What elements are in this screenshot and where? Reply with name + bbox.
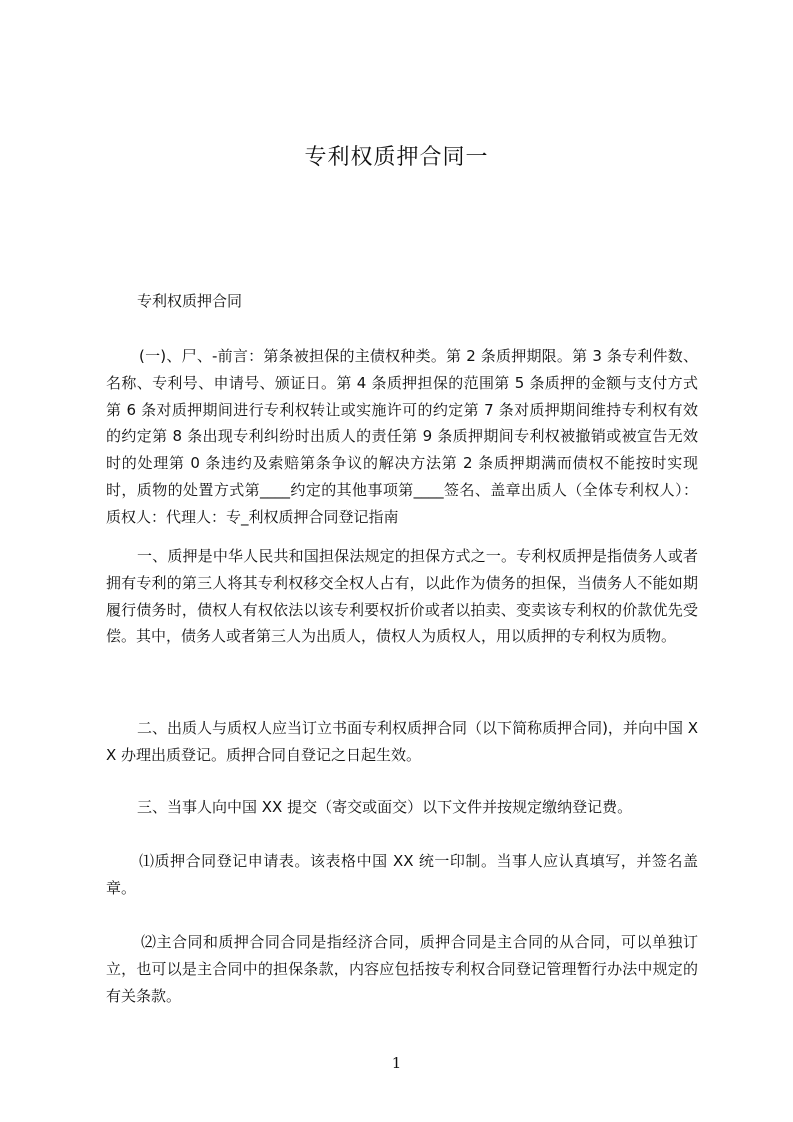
- paragraph-preamble: (一)、尸、-前言：第条被担保的主债权种类。第 2 条质押期限。第 3 条专利件数、名称、专利号、申请号、颁证日。第 4 条质押担保的范围第 5 条质押的金额与支付方式第 6 条对质押期间进行专利权转让或实施许可的约定第 7 条对质押期间维持专利权有效的约定第 8 条出现专利纠纷时出质人的责任第 9 条质押期间专利权被撤销或被宣告无效时的处理第 0 条违约及索赔第条争议的解决方法第 2 条质押期满而债权不能按时实现时，质物的处置方式第____约定的其他事项第____签名、盖章出质人（全体专利权人）：质权人：代理人：专_利权质押合同登记指南: [106, 347, 698, 526]
- document-subtitle: 专利权质押合同: [137, 292, 243, 310]
- page-number: 1: [391, 1054, 402, 1072]
- paragraph-item-1: ⑴质押合同登记申请表。该表格中国 XX 统一印制。当事人应认真填写，并签名盖章。: [106, 852, 698, 897]
- paragraph-section-3: 三、当事人向中国 XX 提交（寄交或面交）以下文件并按规定缴纳登记费。: [137, 798, 633, 816]
- paragraph-item-2: ⑵主合同和质押合同合同是指经济合同，质押合同是主合同的从合同，可以单独订立，也可以是主合同中的担保条款，内容应包括按专利权合同登记管理暂行办法中规定的有关条款。: [106, 933, 698, 1005]
- document-title: 专利权质押合同一: [304, 145, 489, 170]
- paragraph-section-1: 一、质押是中华人民共和国担保法规定的担保方式之一。专利权质押是指债务人或者拥有专利的第三人将其专利权移交全权人占有，以此作为债务的担保，当债务人不能如期履行债务时，债权人有权依法以该专利要权折价或者以拍卖、变卖该专利权的价款优先受偿。其中，债务人或者第三人为出质人，债权人为质权人，用以质押的专利权为质物。: [106, 547, 698, 646]
- paragraph-section-2: 二、出质人与质权人应当订立书面专利权质押合同（以下简称质押合同)，并向中国 XX 办理出质登记。质押合同自登记之日起生效。: [106, 719, 698, 764]
